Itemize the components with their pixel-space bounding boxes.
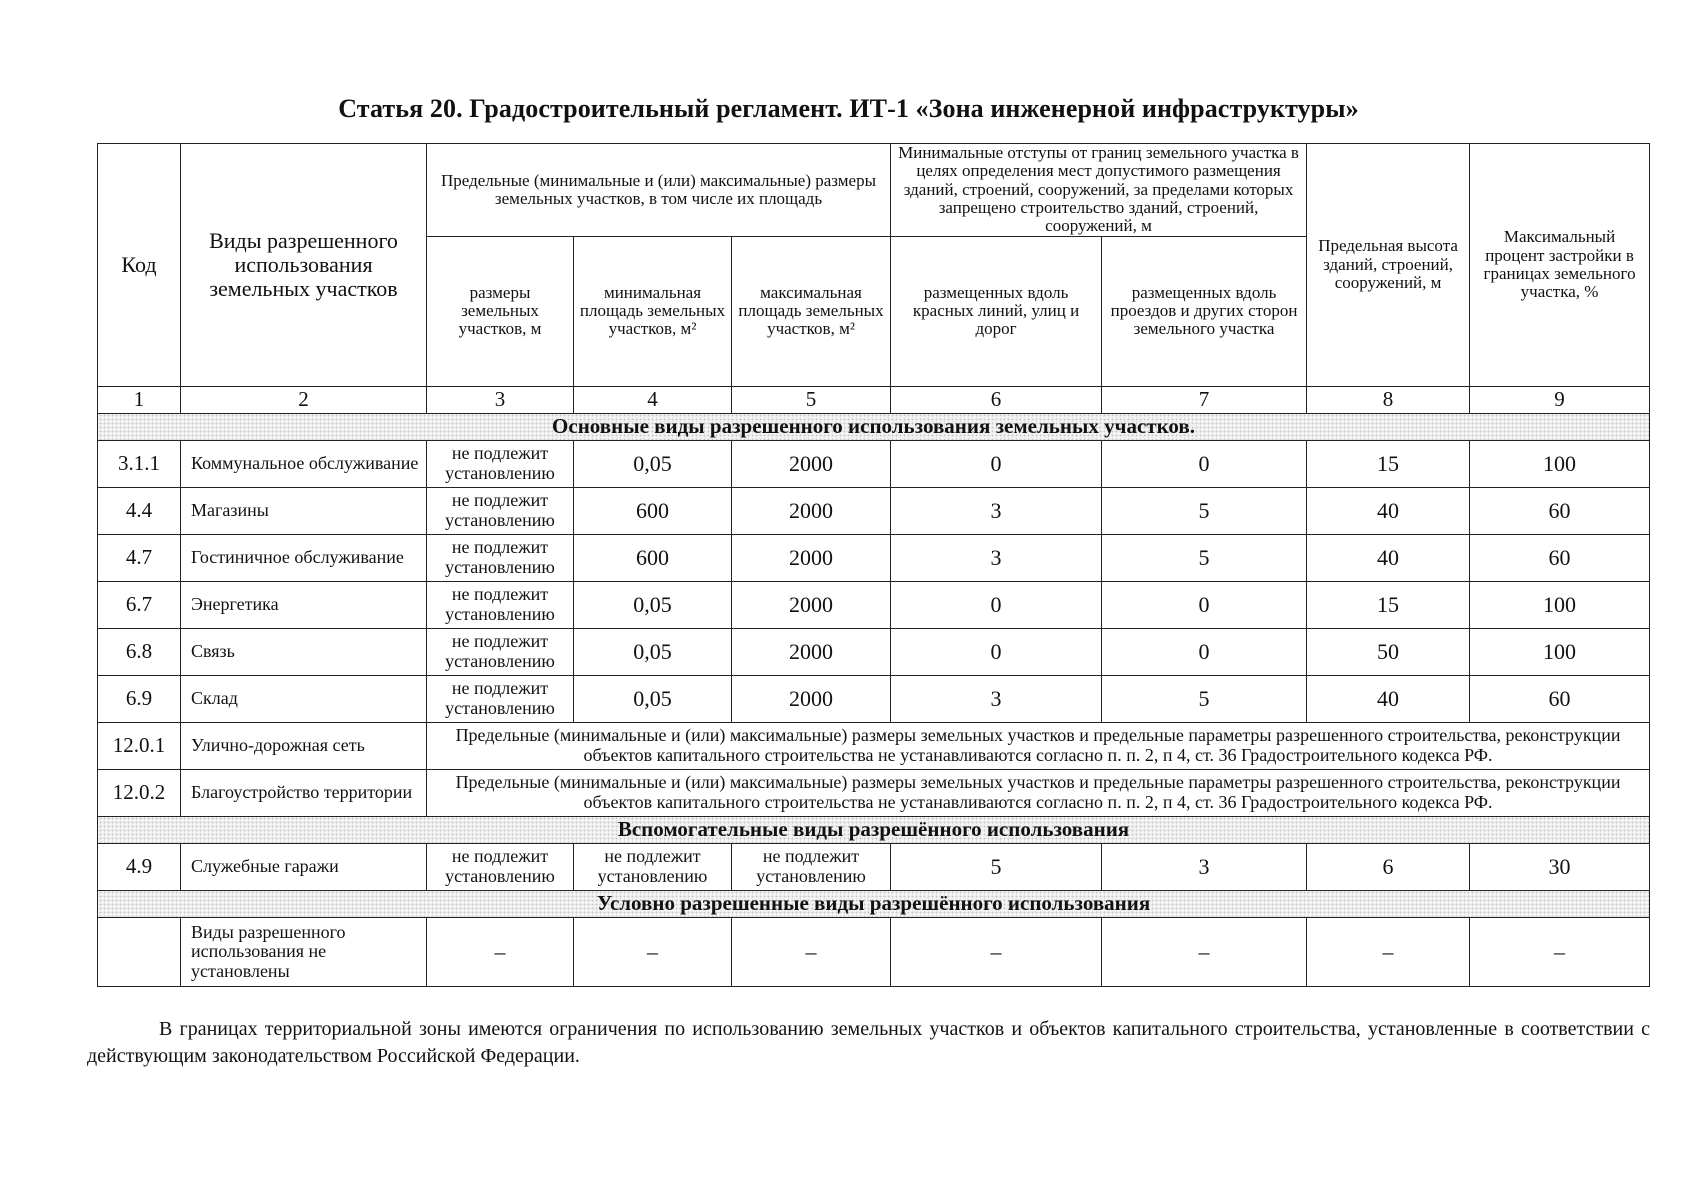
- cell-min-area: 600: [574, 487, 732, 534]
- header-setback-red: размещенных вдоль красных линий, улиц и дорог: [891, 236, 1102, 386]
- cell-code: 12.0.2: [98, 769, 181, 816]
- cell-coverage: 60: [1470, 675, 1650, 722]
- cell-use-name: Коммунальное обслуживание: [181, 440, 427, 487]
- cell-max-area: –: [732, 917, 891, 986]
- header-size: размеры земельных участков, м: [427, 236, 574, 386]
- cell-max-area: 2000: [732, 628, 891, 675]
- cell-min-area: 0,05: [574, 628, 732, 675]
- cell-code: [98, 917, 181, 986]
- cell-min-area: –: [574, 917, 732, 986]
- cell-setback-red: 3: [891, 534, 1102, 581]
- cell-code: 12.0.1: [98, 722, 181, 769]
- cell-coverage: 30: [1470, 843, 1650, 890]
- cell-size: не подлежит установлению: [427, 628, 574, 675]
- cell-code: 6.7: [98, 581, 181, 628]
- column-number: 7: [1102, 386, 1307, 413]
- table-row: [98, 581, 1650, 628]
- column-number: 3: [427, 386, 574, 413]
- cell-setback-red: 0: [891, 581, 1102, 628]
- header-uses: Виды разрешенного использования земельных участков: [181, 144, 427, 387]
- cell-setback-red: 3: [891, 487, 1102, 534]
- cell-max-area: 2000: [732, 440, 891, 487]
- table-row: [98, 769, 1650, 816]
- cell-setback-red: –: [891, 917, 1102, 986]
- column-number: 8: [1307, 386, 1470, 413]
- cell-size: не подлежит установлению: [427, 534, 574, 581]
- cell-height: 40: [1307, 675, 1470, 722]
- cell-use-name: Магазины: [181, 487, 427, 534]
- cell-coverage: 100: [1470, 581, 1650, 628]
- cell-setback-red: 5: [891, 843, 1102, 890]
- cell-use-name: Связь: [181, 628, 427, 675]
- header-code: Код: [98, 144, 181, 387]
- cell-code: 3.1.1: [98, 440, 181, 487]
- cell-setback-other: 0: [1102, 628, 1307, 675]
- cell-code: 6.9: [98, 675, 181, 722]
- column-number: 6: [891, 386, 1102, 413]
- column-number: 4: [574, 386, 732, 413]
- cell-height: 40: [1307, 534, 1470, 581]
- cell-use-name: Энергетика: [181, 581, 427, 628]
- column-number: 2: [181, 386, 427, 413]
- cell-use-name: Улично-дорожная сеть: [181, 722, 427, 769]
- cell-note: Предельные (минимальные и (или) максимальные) размеры земельных участков и предельные параметры разрешенного строительства, реконструкции объектов капитального строительства не устанавливаются согласно п. п. 2, п 4, ст. 36 Градостроительного кодекса РФ.: [427, 722, 1650, 769]
- header-max-area: максимальная площадь земельных участков, м²: [732, 236, 891, 386]
- cell-height: 50: [1307, 628, 1470, 675]
- cell-size: не подлежит установлению: [427, 487, 574, 534]
- section-main: [98, 413, 1650, 440]
- cell-coverage: 60: [1470, 487, 1650, 534]
- cell-setback-other: 5: [1102, 534, 1307, 581]
- column-number: 5: [732, 386, 891, 413]
- section-aux: [98, 816, 1650, 843]
- cell-min-area: 600: [574, 534, 732, 581]
- cell-setback-other: 5: [1102, 675, 1307, 722]
- cell-setback-red: 0: [891, 628, 1102, 675]
- cell-setback-red: 3: [891, 675, 1102, 722]
- header-min-area: минимальная площадь земельных участков, м²: [574, 236, 732, 386]
- cell-height: 6: [1307, 843, 1470, 890]
- cell-code: 4.4: [98, 487, 181, 534]
- cell-setback-other: 3: [1102, 843, 1307, 890]
- table-row: [98, 487, 1650, 534]
- cell-min-area: 0,05: [574, 675, 732, 722]
- table-row: [98, 675, 1650, 722]
- header-setback-other: размещенных вдоль проездов и других сторон земельного участка: [1102, 236, 1307, 386]
- table-row: [98, 917, 1650, 986]
- table-row: [98, 534, 1650, 581]
- cell-max-area: 2000: [732, 675, 891, 722]
- cell-setback-other: 0: [1102, 440, 1307, 487]
- cell-size: не подлежит установлению: [427, 440, 574, 487]
- cell-note: Предельные (минимальные и (или) максимальные) размеры земельных участков и предельные параметры разрешенного строительства, реконструкции объектов капитального строительства не устанавливаются согласно п. п. 2, п 4, ст. 36 Градостроительного кодекса РФ.: [427, 769, 1650, 816]
- section-conditional: [98, 890, 1650, 917]
- cell-size: не подлежит установлению: [427, 581, 574, 628]
- header-size-group: Предельные (минимальные и (или) максимальные) размеры земельных участков, в том числе их площадь: [427, 144, 891, 237]
- page-title: Статья 20. Градостроительный регламент. ИТ-1 «Зона инженерной инфраструктуры»: [338, 94, 1359, 123]
- cell-code: 6.8: [98, 628, 181, 675]
- cell-setback-other: 5: [1102, 487, 1307, 534]
- cell-height: –: [1307, 917, 1470, 986]
- header-height: Предельная высота зданий, строений, сооружений, м: [1307, 144, 1470, 387]
- cell-height: 40: [1307, 487, 1470, 534]
- cell-size: не подлежит установлению: [427, 843, 574, 890]
- cell-coverage: 100: [1470, 440, 1650, 487]
- table-row: [98, 628, 1650, 675]
- cell-height: 15: [1307, 440, 1470, 487]
- header-coverage: Максимальный процент застройки в границах земельного участка, %: [1470, 144, 1650, 387]
- cell-coverage: –: [1470, 917, 1650, 986]
- cell-min-area: 0,05: [574, 440, 732, 487]
- column-number: 9: [1470, 386, 1650, 413]
- cell-max-area: 2000: [732, 487, 891, 534]
- regulation-table: [97, 143, 1650, 987]
- cell-setback-other: –: [1102, 917, 1307, 986]
- column-number: 1: [98, 386, 181, 413]
- footer-paragraph: В границах территориальной зоны имеются ограничения по использованию земельных участков и объектов капитального строительства, установленные в соответствии с действующим законодательством Российской Федерации.: [87, 1018, 1650, 1067]
- table-row: [98, 722, 1650, 769]
- cell-use-name: Гостиничное обслуживание: [181, 534, 427, 581]
- header-setback-group: Минимальные отступы от границ земельного участка в целях определения мест допустимого размещения зданий, строений, сооружений, за пределами которых запрещено строительство зданий, строений, сооружений, м: [891, 144, 1307, 237]
- section-conditional-title: Условно разрешенные виды разрешённого использования: [98, 890, 1650, 917]
- table-row: [98, 440, 1650, 487]
- cell-coverage: 60: [1470, 534, 1650, 581]
- cell-code: 4.7: [98, 534, 181, 581]
- cell-coverage: 100: [1470, 628, 1650, 675]
- cell-height: 15: [1307, 581, 1470, 628]
- cell-setback-other: 0: [1102, 581, 1307, 628]
- cell-max-area: 2000: [732, 534, 891, 581]
- table-row: [98, 843, 1650, 890]
- cell-setback-red: 0: [891, 440, 1102, 487]
- cell-min-area: не подлежит установлению: [574, 843, 732, 890]
- cell-use-name: Благоустройство территории: [181, 769, 427, 816]
- cell-code: 4.9: [98, 843, 181, 890]
- section-aux-title: Вспомогательные виды разрешённого использования: [98, 816, 1650, 843]
- cell-use-name: Склад: [181, 675, 427, 722]
- column-number-row: [98, 386, 1650, 413]
- cell-min-area: 0,05: [574, 581, 732, 628]
- cell-use-name: Служебные гаражи: [181, 843, 427, 890]
- section-main-title: Основные виды разрешенного использования земельных участков.: [98, 413, 1650, 440]
- cell-size: не подлежит установлению: [427, 675, 574, 722]
- cell-max-area: 2000: [732, 581, 891, 628]
- cell-size: –: [427, 917, 574, 986]
- cell-max-area: не подлежит установлению: [732, 843, 891, 890]
- cell-use-name: Виды разрешенного использования не установлены: [181, 917, 427, 986]
